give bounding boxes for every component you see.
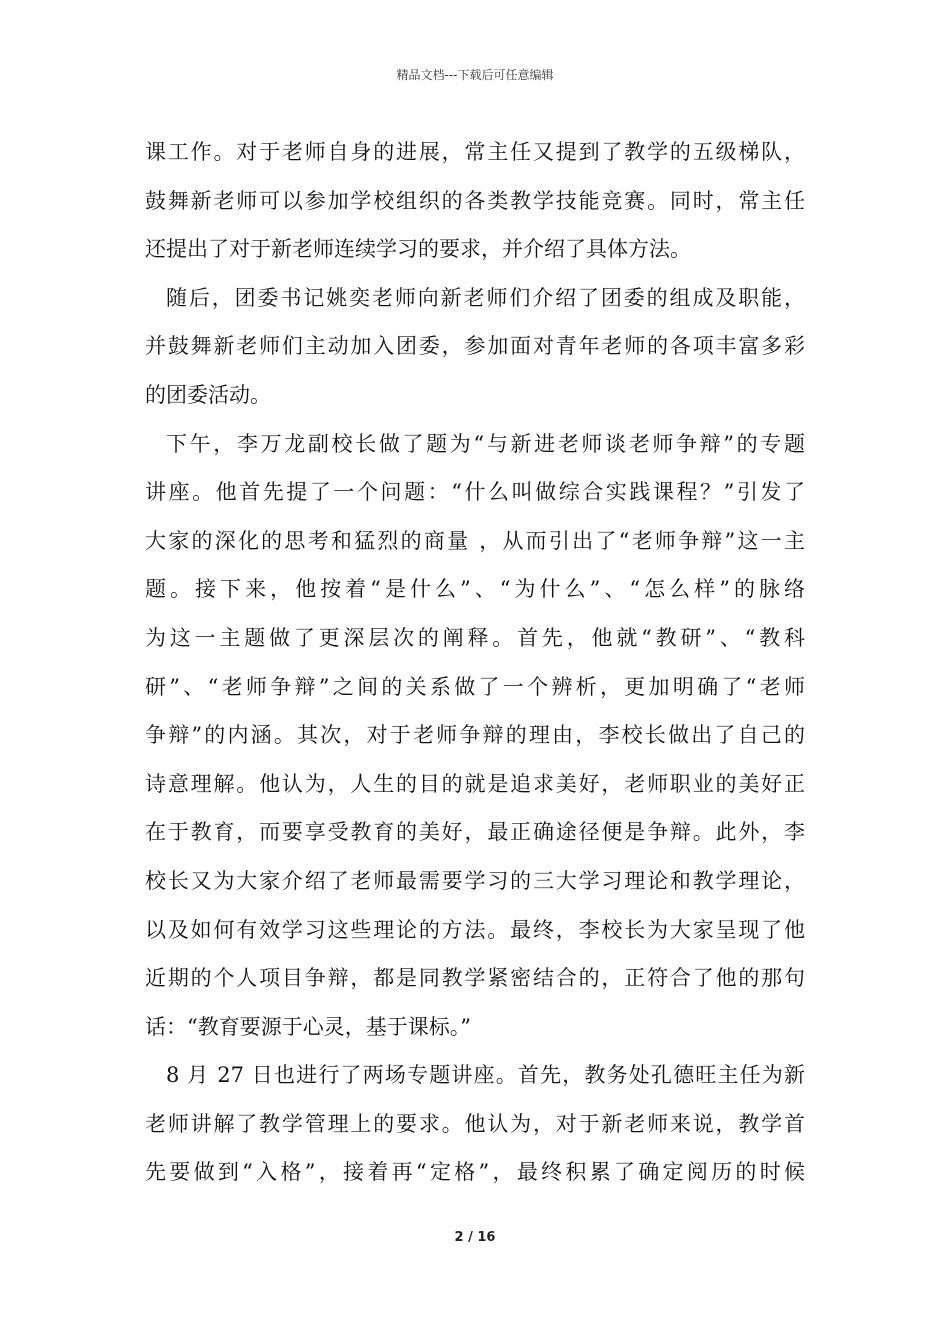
text-line: 鼓舞新老师可以参加学校组织的各类教学技能竞赛。同时，常主任 [145,188,805,213]
page-header: 精品文档---下载后可任意编辑 [396,68,554,82]
text-line: 并鼓舞新老师们主动加入团委，参加面对青年老师的各项丰富多彩 [145,334,805,359]
text-line: 近期的个人项目争辩，都是同教学紧密结合的，正符合了他的那句 [145,966,805,991]
text-line: 以及如何有效学习这些理论的方法。最终，李校长为大家呈现了他 [145,917,805,942]
text-line: 先要做到“入格”，接着再“定格”，最终积累了确定阅历的时候 [145,1160,805,1185]
text-line: 老师讲解了教学管理上的要求。他认为，对于新老师来说，教学首 [145,1111,805,1136]
text-line: 话：“教育要源于心灵，基于课标。” [145,1014,471,1039]
text-line: 在于教育，而要享受教育的美好，最正确途径便是争辩。此外，李 [145,820,805,845]
document-body [145,128,805,1197]
text-line: 讲座。他首先提了一个问题：“什么叫做综合实践课程？”引发了 [145,480,805,505]
text-line: 课工作。对于老师自身的进展，常主任又提到了教学的五级梯队， [145,140,805,164]
text-line: 争辩”的内涵。其次，对于老师争辩的理由，李校长做出了自己的 [145,723,805,748]
text-line: 研”、“老师争辩”之间的关系做了一个辨析，更加明确了“老师 [145,674,805,699]
paragraph [145,274,805,420]
paragraph [145,128,805,274]
text-line: 大家的深化的思考和猛烈的商量 ，从而引出了“老师争辩”这一主 [145,528,805,553]
text-line: 的团委活动。 [145,382,271,407]
paragraph [145,1051,805,1197]
text-line: 题。接下来，他按着“是什么”、“为什么”、“怎么样”的脉络 [145,577,805,602]
text-line: 诗意理解。他认为，人生的目的就是追求美好，老师职业的美好正 [145,771,805,796]
text-line: 随后，团委书记姚奕老师向新老师们介绍了团委的组成及职能， [166,285,805,310]
text-line: 为这一主题做了更深层次的阐释。首先，他就“教研”、“教科 [145,625,805,650]
paragraph [145,420,805,1052]
text-line: 8 月 27 日也进行了两场专题讲座。首先，教务处孔德旺主任为新 [166,1063,805,1088]
text-line: 还提出了对于新老师连续学习的要求，并介绍了具体方法。 [145,237,691,262]
text-line: 校长又为大家介绍了老师最需要学习的三大学习理论和教学理论， [145,868,805,893]
page-number: 2 / 16 [454,1230,496,1245]
text-line: 下午，李万龙副校长做了题为“与新进老师谈老师争辩”的专题 [166,431,805,456]
